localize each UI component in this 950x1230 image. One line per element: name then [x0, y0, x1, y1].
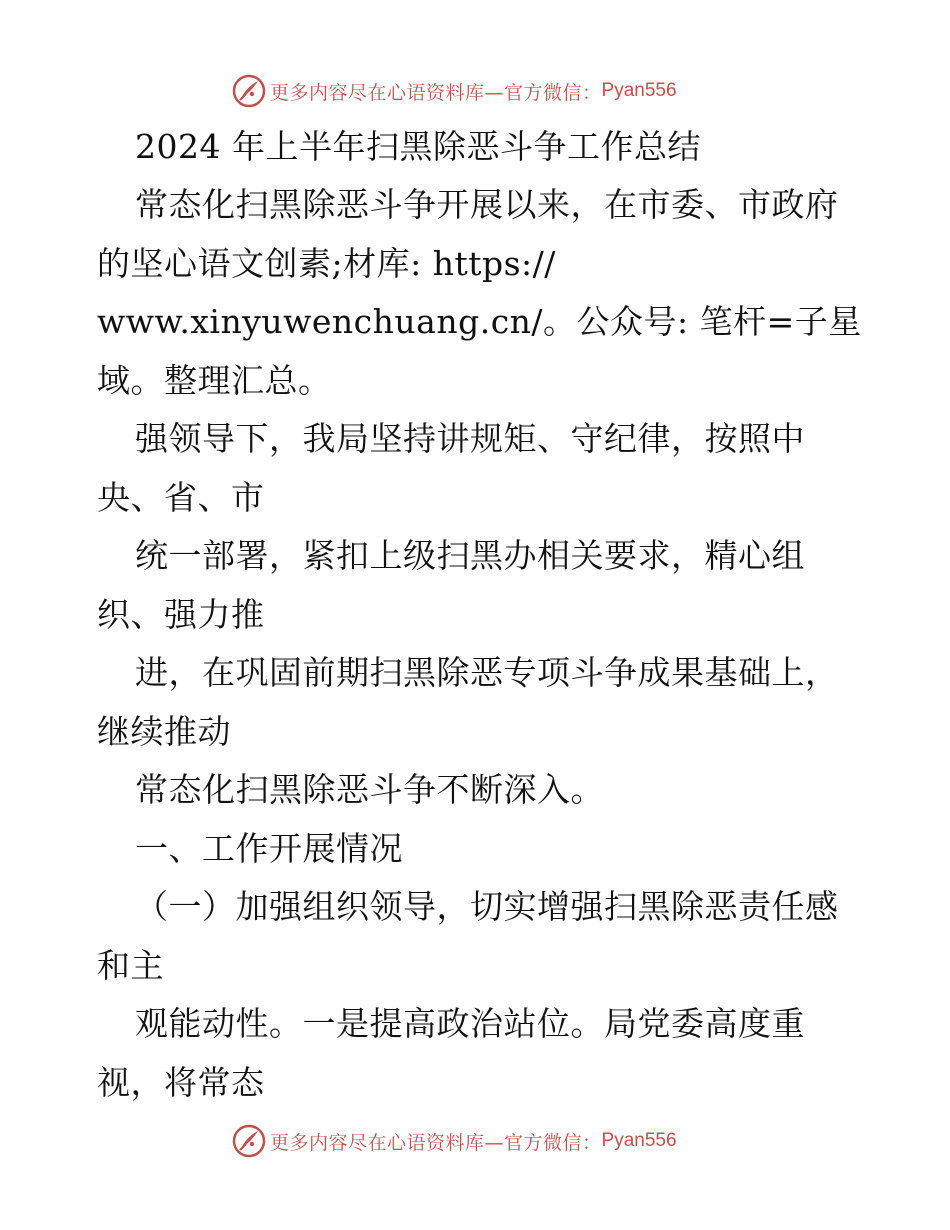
paragraph-line: 织、强力推 [97, 595, 265, 634]
paragraph-line: 继续推动 [97, 712, 231, 751]
banner-wechat-id: Pyan556 [601, 1130, 677, 1151]
paragraph-line: 央、省、市 [97, 478, 265, 517]
paragraph-line: 和主 [97, 946, 164, 985]
banner-site-text: 更多内容尽在心语资料库—官方微信： [270, 1131, 602, 1154]
paragraph-line: 观能动性。一是提高政治站位。局党委高度重 [135, 1004, 805, 1043]
quill-pen-logo-icon [232, 1124, 266, 1158]
paragraph-line: 进，在巩固前期扫黑除恶专项斗争成果基础上， [135, 653, 839, 692]
paragraph-line: 统一部署，紧扣上级扫黑办相关要求，精心组 [135, 536, 805, 575]
subsection-heading: （一）加强组织领导，切实增强扫黑除恶责任感 [135, 887, 839, 926]
banner-wechat-id: Pyan556 [601, 80, 677, 101]
paragraph-line: 强领导下，我局坚持讲规矩、守纪律，按照中 [135, 419, 805, 458]
paragraph-line: 常态化扫黑除恶斗争不断深入。 [135, 770, 604, 809]
footer-watermark-banner [232, 1123, 677, 1159]
paragraph-line: 常态化扫黑除恶斗争开展以来，在市委、市政府 [135, 185, 839, 224]
document-title: 2024 年上半年扫黑除恶斗争工作总结 [135, 127, 701, 166]
header-watermark-banner [232, 73, 677, 109]
paragraph-line: www.xinyuwenchuang.cn/。公众号: 笔杆=子星 [97, 302, 862, 341]
paragraph-line: 的坚心语文创素;材库: https:// [97, 244, 556, 283]
section-heading: 一、工作开展情况 [135, 829, 403, 868]
banner-site-text: 更多内容尽在心语资料库—官方微信： [270, 81, 602, 104]
paragraph-line: 视，将常态 [97, 1063, 265, 1102]
paragraph-line: 域。整理汇总。 [97, 361, 332, 400]
quill-pen-logo-icon [232, 74, 266, 108]
